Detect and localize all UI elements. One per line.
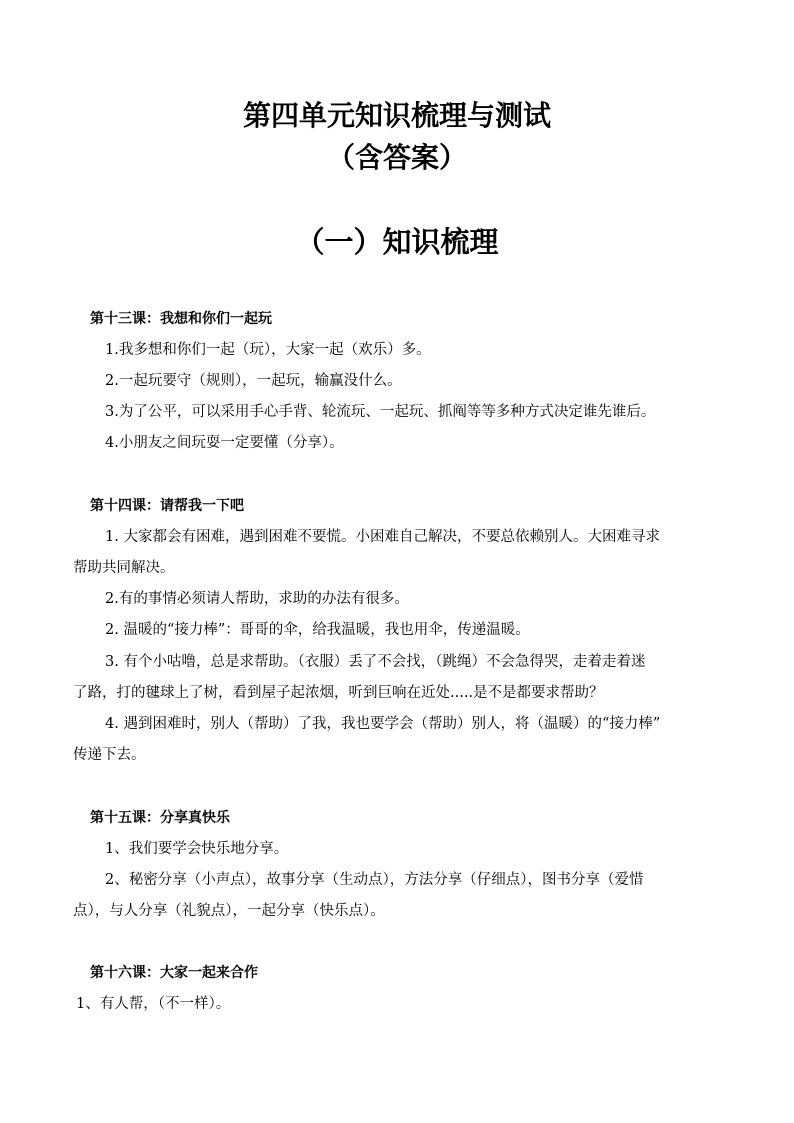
lesson-heading: 第十四课：请帮我一下吧 xyxy=(90,498,244,514)
lesson-line: 1、有人帮，（不一样）。 xyxy=(76,996,231,1012)
lesson-line: 点），与人分享（礼貌点），一起分享（快乐点）。 xyxy=(73,903,385,919)
lesson-line: 传递下去。 xyxy=(73,747,146,763)
lesson-line: 3. 有个小咕噜，总是求帮助。（衣服）丢了不会找，（跳绳）不会急得哭，走着走着迷 xyxy=(105,654,646,670)
lesson-line: 1. 大家都会有困难，遇到困难不要慌。小困难自己解决，不要总依赖别人。大困难寻求 xyxy=(105,529,660,545)
lesson-line: 4.小朋友之间玩耍一定要懂（分享）。 xyxy=(105,435,344,451)
lesson-line: 了路，打的毽球上了树，看到屋子起浓烟，听到巨响在近处.....是不是都要求帮助？ xyxy=(73,685,604,701)
lesson-heading: 第十五课：分享真快乐 xyxy=(90,810,230,826)
lesson-line: 2、秘密分享（小声点），故事分享（生动点），方法分享（仔细点），图书分享（爱惜 xyxy=(105,872,644,888)
lesson-line: 1、我们要学会快乐地分享。 xyxy=(105,841,289,857)
lesson-line: 2.有的事情必须请人帮助，求助的办法有很多。 xyxy=(105,591,409,607)
lesson-line: 2.一起玩要守（规则），一起玩，输赢没什么。 xyxy=(105,373,402,389)
lesson-heading: 第十六课：大家一起来合作 xyxy=(90,965,258,981)
lesson-line: 4. 遇到困难时，别人（帮助）了我，我也要学会（帮助）别人，将（温暖）的“接力棒” xyxy=(105,716,661,732)
document-subtitle: （含答案） xyxy=(326,141,467,174)
section-heading: （一）知识梳理 xyxy=(295,225,499,259)
lesson-line: 1.我多想和你们一起（玩），大家一起（欢乐）多。 xyxy=(105,342,431,358)
lesson-heading: 第十三课：我想和你们一起玩 xyxy=(90,311,272,327)
document-title: 第四单元知识梳理与测试 xyxy=(242,99,551,132)
lesson-line: 帮助共同解决。 xyxy=(73,560,175,576)
lesson-line: 2. 温暖的“接力棒”：哥哥的伞，给我温暖，我也用伞，传递温暖。 xyxy=(105,622,530,638)
lesson-line: 3.为了公平，可以采用手心手背、轮流玩、一起玩、抓阄等等多种方式决定谁先谁后。 xyxy=(105,404,656,420)
